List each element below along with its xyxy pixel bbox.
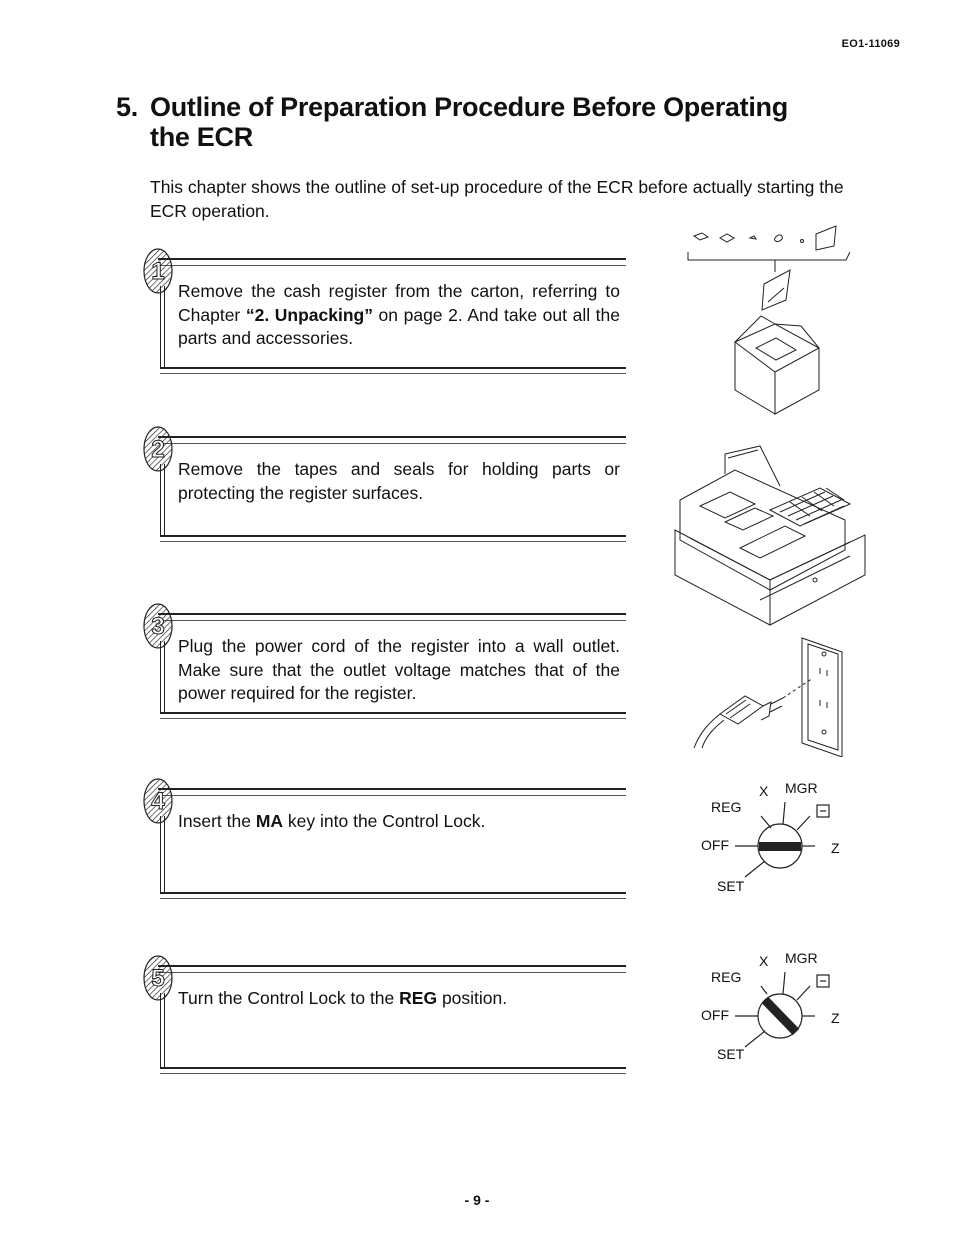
step-2-box bbox=[140, 424, 626, 542]
lock-label-reg: REG bbox=[711, 969, 742, 985]
step-number: 2 bbox=[151, 436, 165, 463]
step-box-bottom-rule bbox=[160, 367, 626, 374]
lock-label-off: OFF bbox=[701, 837, 729, 853]
lock-label-set: SET bbox=[717, 878, 745, 894]
step-3-box bbox=[140, 601, 626, 719]
step-box-top-rule bbox=[158, 788, 626, 796]
plug-outlet-illustration bbox=[690, 632, 855, 757]
step-text-bold: “2. Unpacking” bbox=[245, 304, 373, 325]
step-box-bottom-rule bbox=[160, 712, 626, 719]
step-number: 3 bbox=[151, 613, 165, 640]
step-box-side-rule bbox=[160, 464, 165, 536]
step-box-side-rule bbox=[160, 993, 165, 1068]
step-text-part: position. bbox=[437, 988, 508, 1008]
step-text-part: Plug the power cord of the register into a wall outlet. Make sure that the outlet voltage matches that of the power required for the register. bbox=[178, 636, 620, 703]
step-box-side-rule bbox=[160, 816, 165, 893]
step-number-badge-icon bbox=[140, 776, 176, 826]
lock-label-x: X bbox=[759, 953, 769, 969]
step-box-top-rule bbox=[158, 965, 626, 973]
step-number-badge-icon bbox=[140, 953, 176, 1003]
step-text-bold: MA bbox=[255, 811, 284, 831]
title-line-2: the ECR bbox=[150, 122, 253, 152]
step-1-box bbox=[140, 246, 626, 374]
carton-accessories-illustration bbox=[680, 222, 860, 422]
lock-label-z: Z bbox=[831, 840, 840, 856]
lock-label-z: Z bbox=[831, 1010, 840, 1026]
step-text-part: on page 2. And take out all the parts and accessories. bbox=[178, 304, 620, 348]
step-box-bottom-rule bbox=[160, 1067, 626, 1074]
step-text-part: Remove the cash register from the carton, referring to Chapter bbox=[178, 281, 620, 325]
step-box-top-rule bbox=[158, 613, 626, 621]
cash-register-illustration bbox=[670, 440, 875, 630]
step-number-badge-icon bbox=[140, 246, 176, 296]
step-box-top-rule bbox=[158, 436, 626, 444]
step-text-bold: REG bbox=[399, 988, 438, 1008]
lock-label-off: OFF bbox=[701, 1007, 729, 1023]
step-2-text bbox=[178, 458, 620, 505]
step-5-box bbox=[140, 953, 626, 1074]
step-number: 5 bbox=[151, 965, 165, 992]
step-text-part: Insert the bbox=[178, 811, 256, 831]
step-4-text bbox=[178, 810, 620, 834]
step-5-text bbox=[178, 987, 620, 1011]
title-line-1: Outline of Preparation Procedure Before Operating bbox=[150, 92, 788, 122]
step-number-badge-icon bbox=[140, 601, 176, 651]
step-box-bottom-rule bbox=[160, 535, 626, 542]
intro-paragraph: This chapter shows the outline of set-up procedure of the ECR before actually starting the ECR operation. bbox=[150, 177, 844, 221]
step-number: 1 bbox=[151, 258, 165, 285]
step-box-top-rule bbox=[158, 258, 626, 266]
step-1-text bbox=[178, 280, 620, 351]
control-lock-diagram-reg bbox=[695, 950, 845, 1065]
page-title bbox=[116, 92, 876, 152]
lock-label-reg: REG bbox=[711, 799, 742, 815]
lock-label-mgr: MGR bbox=[785, 780, 818, 796]
section-number: 5. bbox=[116, 92, 138, 122]
control-lock-diagram-off bbox=[695, 780, 845, 895]
step-3-text bbox=[178, 635, 620, 706]
document-code: EO1-11069 bbox=[841, 38, 900, 50]
step-number: 4 bbox=[151, 788, 165, 815]
step-number-badge-icon bbox=[140, 424, 176, 474]
step-box-side-rule bbox=[160, 641, 165, 713]
step-box-side-rule bbox=[160, 286, 165, 368]
lock-label-mgr: MGR bbox=[785, 950, 818, 966]
step-box-bottom-rule bbox=[160, 892, 626, 899]
step-text-part: Remove the tapes and seals for holding parts or protecting the register surfaces. bbox=[178, 459, 620, 503]
lock-label-x: X bbox=[759, 783, 769, 799]
step-text-part: key into the Control Lock. bbox=[283, 811, 486, 831]
page-number: - 9 - bbox=[464, 1192, 490, 1208]
lock-label-set: SET bbox=[717, 1046, 745, 1062]
step-text-part: Turn the Control Lock to the bbox=[178, 988, 400, 1008]
step-4-box bbox=[140, 776, 626, 899]
